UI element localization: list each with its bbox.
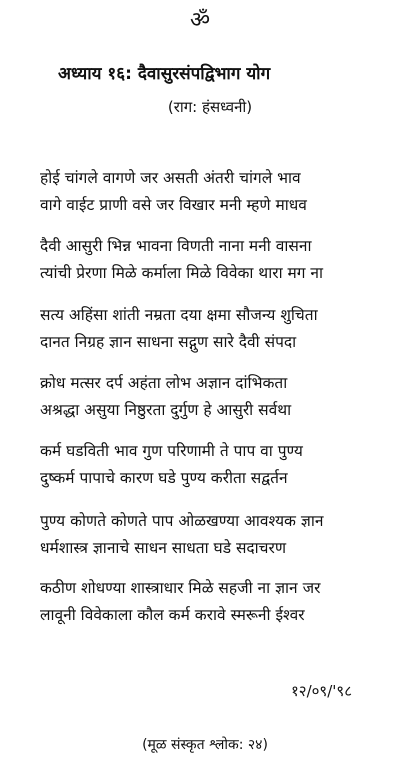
stanza-line: त्यांची प्रेरणा मिळे कर्माला मिळे विवेका थारा मग ना xyxy=(40,264,324,282)
stanza-1 xyxy=(40,165,390,219)
stanza-line: अश्रद्धा असुया निष्ठुरता दुर्गुण हे आसुरी सर्वथा xyxy=(40,401,292,419)
stanza-line: लावूनी विवेकाला कौल कर्म करावे स्मरूनी ईश्वर xyxy=(40,606,305,624)
stanza-line: सत्य अहिंसा शांती नम्रता दया क्षमा सौजन्य शुचिता xyxy=(40,306,318,324)
stanza-line: वागे वाईट प्राणी वसे जर विखार मनी म्हणे माधव xyxy=(40,196,307,214)
stanza-line: कठीण शोधण्या शास्त्राधार मिळे सहजी ना ज्ञान जर xyxy=(40,579,321,597)
stanza-2 xyxy=(40,233,390,287)
stanza-line: दैवी आसुरी भिन्न भावना विणती नाना मनी वासना xyxy=(40,237,312,255)
raag-subtitle: (राग: हंसध्वनी) xyxy=(167,98,253,116)
stanza-line: होई चांगले वागणे जर असती अंतरी चांगले भाव xyxy=(40,169,301,187)
om-symbol: ॐ xyxy=(189,8,211,33)
stanza-line: धर्मशास्त्र ज्ञानाचे साधन साधता घडे सदाचरण xyxy=(40,539,287,557)
stanza-line: दुष्कर्म पापाचे कारण घडे पुण्य करीता सद्वर्तन xyxy=(40,469,288,487)
date-stamp: १२/०९/'९८ xyxy=(290,682,352,700)
stanza-5 xyxy=(40,438,390,492)
stanza-4 xyxy=(40,370,390,424)
stanza-6 xyxy=(40,508,390,562)
stanza-line: पुण्य कोणते कोणते पाप ओळखण्या आवश्यक ज्ञान xyxy=(40,512,324,530)
stanza-3 xyxy=(40,302,390,356)
stanza-7 xyxy=(40,575,390,629)
stanza-line: क्रोध मत्सर दर्प अहंता लोभ अज्ञान दांभिकता xyxy=(40,374,288,392)
page-title: अध्याय १६: दैवासुरसंपद्विभाग योग xyxy=(58,64,271,84)
stanza-line: कर्म घडविती भाव गुण परिणामी ते पाप वा पुण्य xyxy=(40,442,303,460)
stanza-line: दानत निग्रह ज्ञान साधना सद्गुण सारे दैवी संपदा xyxy=(40,333,297,351)
source-note: (मूळ संस्कृत श्लोक: २४) xyxy=(142,737,268,753)
